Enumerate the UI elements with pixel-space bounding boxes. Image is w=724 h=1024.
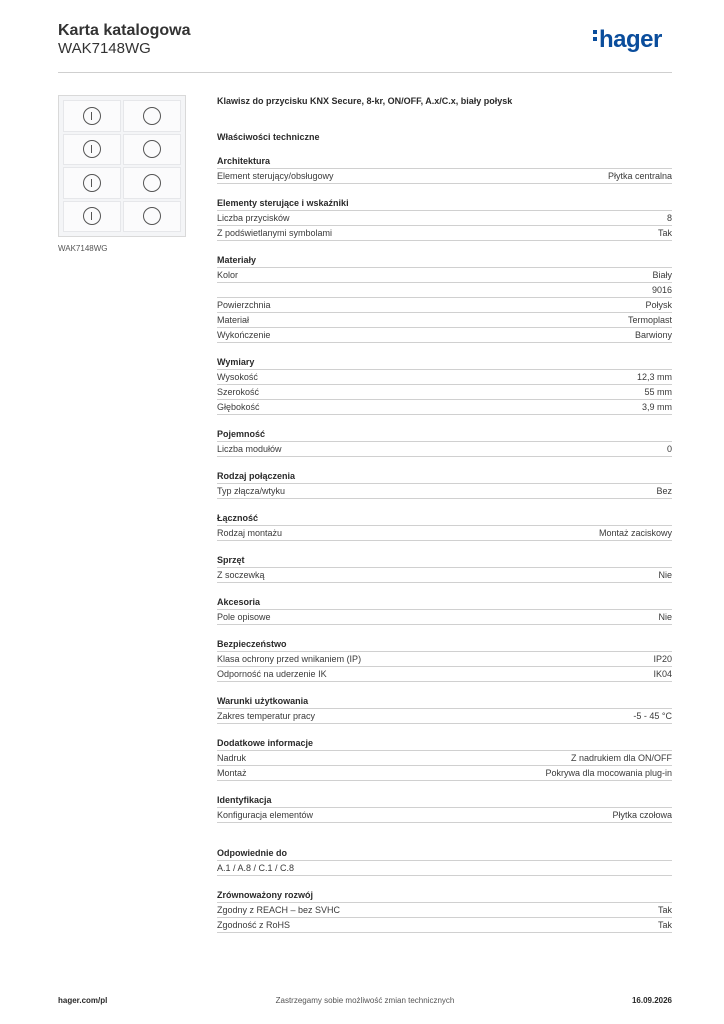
spec-value: Nie [658, 570, 672, 580]
document-title: Karta katalogowa [58, 22, 191, 39]
spec-label: Liczba przycisków [217, 213, 290, 223]
spec-label: Pole opisowe [217, 612, 271, 622]
spec-label: Wykończenie [217, 330, 271, 340]
spec-row [217, 667, 672, 682]
spec-value: Nie [658, 612, 672, 622]
spec-row [217, 567, 672, 583]
spec-label: Rodzaj montażu [217, 528, 283, 538]
spec-row [217, 385, 672, 400]
spec-label: Głębokość [217, 402, 260, 412]
product-image [58, 95, 186, 237]
spec-group [217, 197, 672, 241]
image-caption: WAK7148WG [58, 244, 108, 253]
spec-label: Typ złącza/wtyku [217, 486, 286, 496]
footer-website: hager.com/pl [58, 996, 108, 1005]
spec-value: Biały [652, 270, 672, 280]
group-title: Bezpieczeństwo [217, 639, 287, 649]
spec-row [217, 313, 672, 328]
spec-group [217, 695, 672, 724]
spec-label: Zgodność z RoHS [217, 920, 291, 930]
spec-row [217, 766, 672, 781]
rocker-key [123, 100, 181, 132]
spec-value: Z nadrukiem dla ON/OFF [570, 753, 672, 763]
group-title: Rodzaj połączenia [217, 471, 296, 481]
spec-row [217, 328, 672, 343]
spec-row [217, 860, 672, 876]
spec-value: Tak [657, 920, 672, 930]
group-title: Architektura [217, 156, 271, 166]
spec-value: 12,3 mm [636, 372, 672, 382]
spec-row [217, 750, 672, 766]
spec-row [217, 918, 672, 933]
spec-group [217, 847, 672, 876]
spec-group [217, 794, 672, 823]
rocker-key [63, 100, 121, 132]
logo-dots-icon [593, 30, 597, 44]
header-divider [58, 72, 672, 73]
spec-value: Montaż zaciskowy [598, 528, 672, 538]
spec-content [217, 96, 672, 933]
group-title: Akcesoria [217, 597, 261, 607]
power-off-symbol-icon [143, 174, 161, 192]
spec-row [217, 902, 672, 918]
group-title: Elementy sterujące i wskaźniki [217, 198, 349, 208]
group-title: Zrównoważony rozwój [217, 890, 313, 900]
spec-row [217, 441, 672, 457]
hager-logo [593, 28, 662, 52]
spec-label: Konfiguracja elementów [217, 810, 314, 820]
power-on-symbol-icon [83, 107, 101, 125]
spec-value: Bez [656, 486, 672, 496]
rocker-key [123, 167, 181, 199]
spec-label: Zgodny z REACH – bez SVHC [217, 905, 341, 915]
group-title: Materiały [217, 255, 257, 265]
spec-row [217, 483, 672, 499]
spec-value: 8 [666, 213, 672, 223]
spec-value: Połysk [645, 300, 672, 310]
footer-disclaimer: Zastrzegamy sobie możliwość zmian technicznych [275, 996, 455, 1005]
spec-group [217, 638, 672, 682]
spec-group [217, 554, 672, 583]
spec-row [217, 708, 672, 724]
spec-label: Z soczewką [217, 570, 265, 580]
spec-group [217, 428, 672, 457]
spec-value: 9016 [651, 285, 672, 295]
rocker-key [63, 201, 121, 233]
spec-value: Płytka czołowa [612, 810, 672, 820]
spec-row [217, 651, 672, 667]
spec-value: 3,9 mm [641, 402, 672, 412]
spec-label: Wysokość [217, 372, 258, 382]
spec-row [217, 283, 672, 298]
spec-group [217, 737, 672, 781]
spec-label: Materiał [217, 315, 250, 325]
spec-group [217, 356, 672, 415]
power-off-symbol-icon [143, 107, 161, 125]
spec-value: IK04 [653, 669, 672, 679]
spec-group [217, 512, 672, 541]
spec-value: -5 - 45 °C [633, 711, 672, 721]
power-off-symbol-icon [143, 140, 161, 158]
rocker-key [63, 167, 121, 199]
footer-date: 16.09.2026 [631, 996, 672, 1005]
spec-group [217, 470, 672, 499]
logo-text: hager [599, 26, 662, 53]
spec-label: Element sterujący/obsługowy [217, 171, 334, 181]
spec-value: IP20 [653, 654, 672, 664]
power-on-symbol-icon [83, 207, 101, 225]
spec-label: Szerokość [217, 387, 260, 397]
power-off-symbol-icon [143, 207, 161, 225]
key-grid [63, 100, 181, 232]
spec-label: A.1 / A.8 / C.1 / C.8 [217, 863, 295, 873]
group-title: Warunki użytkowania [217, 696, 309, 706]
spec-value: Pokrywa dla mocowania plug-in [545, 768, 672, 778]
group-title: Pojemność [217, 429, 266, 439]
power-on-symbol-icon [83, 140, 101, 158]
spec-row [217, 525, 672, 541]
spec-value: Płytka centralna [607, 171, 672, 181]
spec-value: 55 mm [644, 387, 672, 397]
spec-value: Tak [657, 905, 672, 915]
spec-row [217, 226, 672, 241]
rocker-key [63, 134, 121, 166]
spec-row [217, 210, 672, 226]
spec-groups [217, 155, 672, 933]
spec-label: Zakres temperatur pracy [217, 711, 316, 721]
spec-value: 0 [666, 444, 672, 454]
product-name: Klawisz do przycisku KNX Secure, 8-kr, ON/OFF, A.x/C.x, biały połysk [217, 96, 513, 106]
spec-value: Tak [657, 228, 672, 238]
spec-row [217, 267, 672, 283]
group-title: Odpowiednie do [217, 848, 287, 858]
spec-group [217, 155, 672, 184]
group-title: Sprzęt [217, 555, 245, 565]
spec-value: Barwiony [634, 330, 672, 340]
spec-row [217, 369, 672, 385]
spec-row [217, 609, 672, 625]
spec-label: Nadruk [217, 753, 247, 763]
spec-group [217, 889, 672, 933]
spec-label: Powierzchnia [217, 300, 271, 310]
group-title: Dodatkowe informacje [217, 738, 314, 748]
spec-row [217, 807, 672, 823]
group-title: Wymiary [217, 357, 255, 367]
spec-label: Odporność na uderzenie IK [217, 669, 327, 679]
spec-row [217, 400, 672, 415]
rocker-key [123, 134, 181, 166]
spec-group [217, 254, 672, 343]
properties-heading: Właściwości techniczne [217, 132, 320, 142]
power-on-symbol-icon [83, 174, 101, 192]
product-code: WAK7148WG [58, 40, 151, 57]
spec-row [217, 168, 672, 184]
rocker-key [123, 201, 181, 233]
spec-group [217, 596, 672, 625]
group-title: Łączność [217, 513, 259, 523]
spec-label: Z podświetlanymi symbolami [217, 228, 333, 238]
spec-label: Kolor [217, 270, 239, 280]
group-title: Identyfikacja [217, 795, 272, 805]
spec-label: Klasa ochrony przed wnikaniem (IP) [217, 654, 362, 664]
spec-label: Liczba modułów [217, 444, 282, 454]
spec-row [217, 298, 672, 313]
spec-value: Termoplast [627, 315, 672, 325]
spec-label: Montaż [217, 768, 247, 778]
